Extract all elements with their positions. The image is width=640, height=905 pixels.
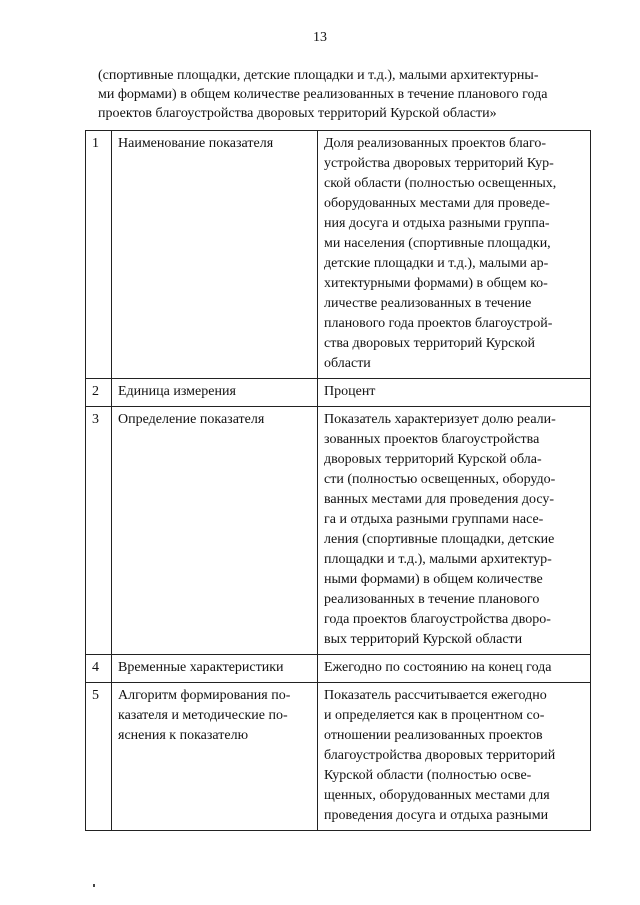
attribute-value-line: щенных, оборудованных местами для <box>324 788 550 803</box>
row-number: 2 <box>86 379 112 407</box>
indicator-attribute-name <box>112 407 318 655</box>
row-number: 3 <box>86 407 112 655</box>
attribute-name-line: Временные характеристики <box>118 660 284 675</box>
attribute-name-line: Единица измерения <box>118 384 236 399</box>
attribute-value-line: Доля реализованных проектов благо- <box>324 136 547 151</box>
attribute-value-line: зованных проектов благоустройства <box>324 432 540 447</box>
row-number: 1 <box>86 131 112 379</box>
attribute-value-line: проведения досуга и отдыха разными <box>324 808 549 823</box>
indicator-table-body <box>86 131 591 831</box>
table-row <box>86 407 591 655</box>
attribute-value-line: Процент <box>324 384 376 399</box>
attribute-value-line: вых территорий Курской области <box>324 632 523 647</box>
attribute-value-line: ния досуга и отдыха разными группа- <box>324 216 550 231</box>
attribute-name-line: Наименование показателя <box>118 136 274 151</box>
indicator-attribute-name <box>112 379 318 407</box>
indicator-attribute-value <box>318 407 591 655</box>
attribute-value-line: сти (полностью освещенных, оборудо- <box>324 472 556 487</box>
row-number: 4 <box>86 655 112 683</box>
attribute-value-line: отношении реализованных проектов <box>324 728 543 743</box>
attribute-value-line: площадки и т.д.), малыми архитектур- <box>324 552 552 567</box>
row-number: 5 <box>86 683 112 831</box>
attribute-value-line: Показатель рассчитывается ежегодно <box>324 688 547 703</box>
intro-line: проектов благоустройства дворовых территорий Курской области» <box>98 106 497 121</box>
intro-line: (спортивные площадки, детские площадки и т.д.), малыми архитектурны- <box>98 68 539 83</box>
indicator-attribute-name <box>112 655 318 683</box>
attribute-value-line: устройства дворовых территорий Кур- <box>324 156 554 171</box>
table-row <box>86 379 591 407</box>
attribute-name-line: Определение показателя <box>118 412 265 427</box>
attribute-value-line: Курской области (полностью осве- <box>324 768 532 783</box>
indicator-attribute-value <box>318 379 591 407</box>
attribute-value-line: детские площадки и т.д.), малыми ар- <box>324 256 549 271</box>
attribute-name-line: казателя и методические по- <box>118 708 288 723</box>
indicator-attribute-name <box>112 683 318 831</box>
attribute-value-line: и определяется как в процентном со- <box>324 708 545 723</box>
attribute-value-line: хитектурными формами) в общем ко- <box>324 276 548 291</box>
attribute-value-line: ными формами) в общем количестве <box>324 572 543 587</box>
intro-paragraph <box>98 66 588 123</box>
attribute-value-line: ской области (полностью освещенных, <box>324 176 557 191</box>
attribute-value-line: благоустройства дворовых территорий <box>324 748 556 763</box>
indicator-attribute-value <box>318 131 591 379</box>
table-row <box>86 683 591 831</box>
indicator-attribute-value <box>318 683 591 831</box>
intro-line: ми формами) в общем количестве реализованных в течение планового года <box>98 87 548 102</box>
attribute-value-line: ванных местами для проведения досу- <box>324 492 555 507</box>
table-row <box>86 131 591 379</box>
attribute-name-line: яснения к показателю <box>118 728 249 743</box>
indicator-attribute-value <box>318 655 591 683</box>
attribute-value-line: ства дворовых территорий Курской <box>324 336 535 351</box>
attribute-value-line: года проектов благоустройства дворо- <box>324 612 551 627</box>
attribute-value-line: реализованных в течение планового <box>324 592 540 607</box>
indicator-table <box>85 130 591 831</box>
attribute-value-line: области <box>324 356 371 371</box>
attribute-value-line: Ежегодно по состоянию на конец года <box>324 660 552 675</box>
indicator-attribute-name <box>112 131 318 379</box>
attribute-value-line: личестве реализованных в течение <box>324 296 532 311</box>
attribute-value-line: га и отдыха разными группами насе- <box>324 512 544 527</box>
attribute-name-line: Алгоритм формирования по- <box>118 688 291 703</box>
attribute-value-line: дворовых территорий Курской обла- <box>324 452 542 467</box>
attribute-value-line: ления (спортивные площадки, детские <box>324 532 555 547</box>
table-row <box>86 655 591 683</box>
page-number: 13 <box>313 30 327 45</box>
attribute-value-line: планового года проектов благоустрой- <box>324 316 553 331</box>
scan-speck <box>93 884 95 887</box>
attribute-value-line: Показатель характеризует долю реали- <box>324 412 556 427</box>
attribute-value-line: ми населения (спортивные площадки, <box>324 236 551 251</box>
attribute-value-line: оборудованных местами для проведе- <box>324 196 550 211</box>
